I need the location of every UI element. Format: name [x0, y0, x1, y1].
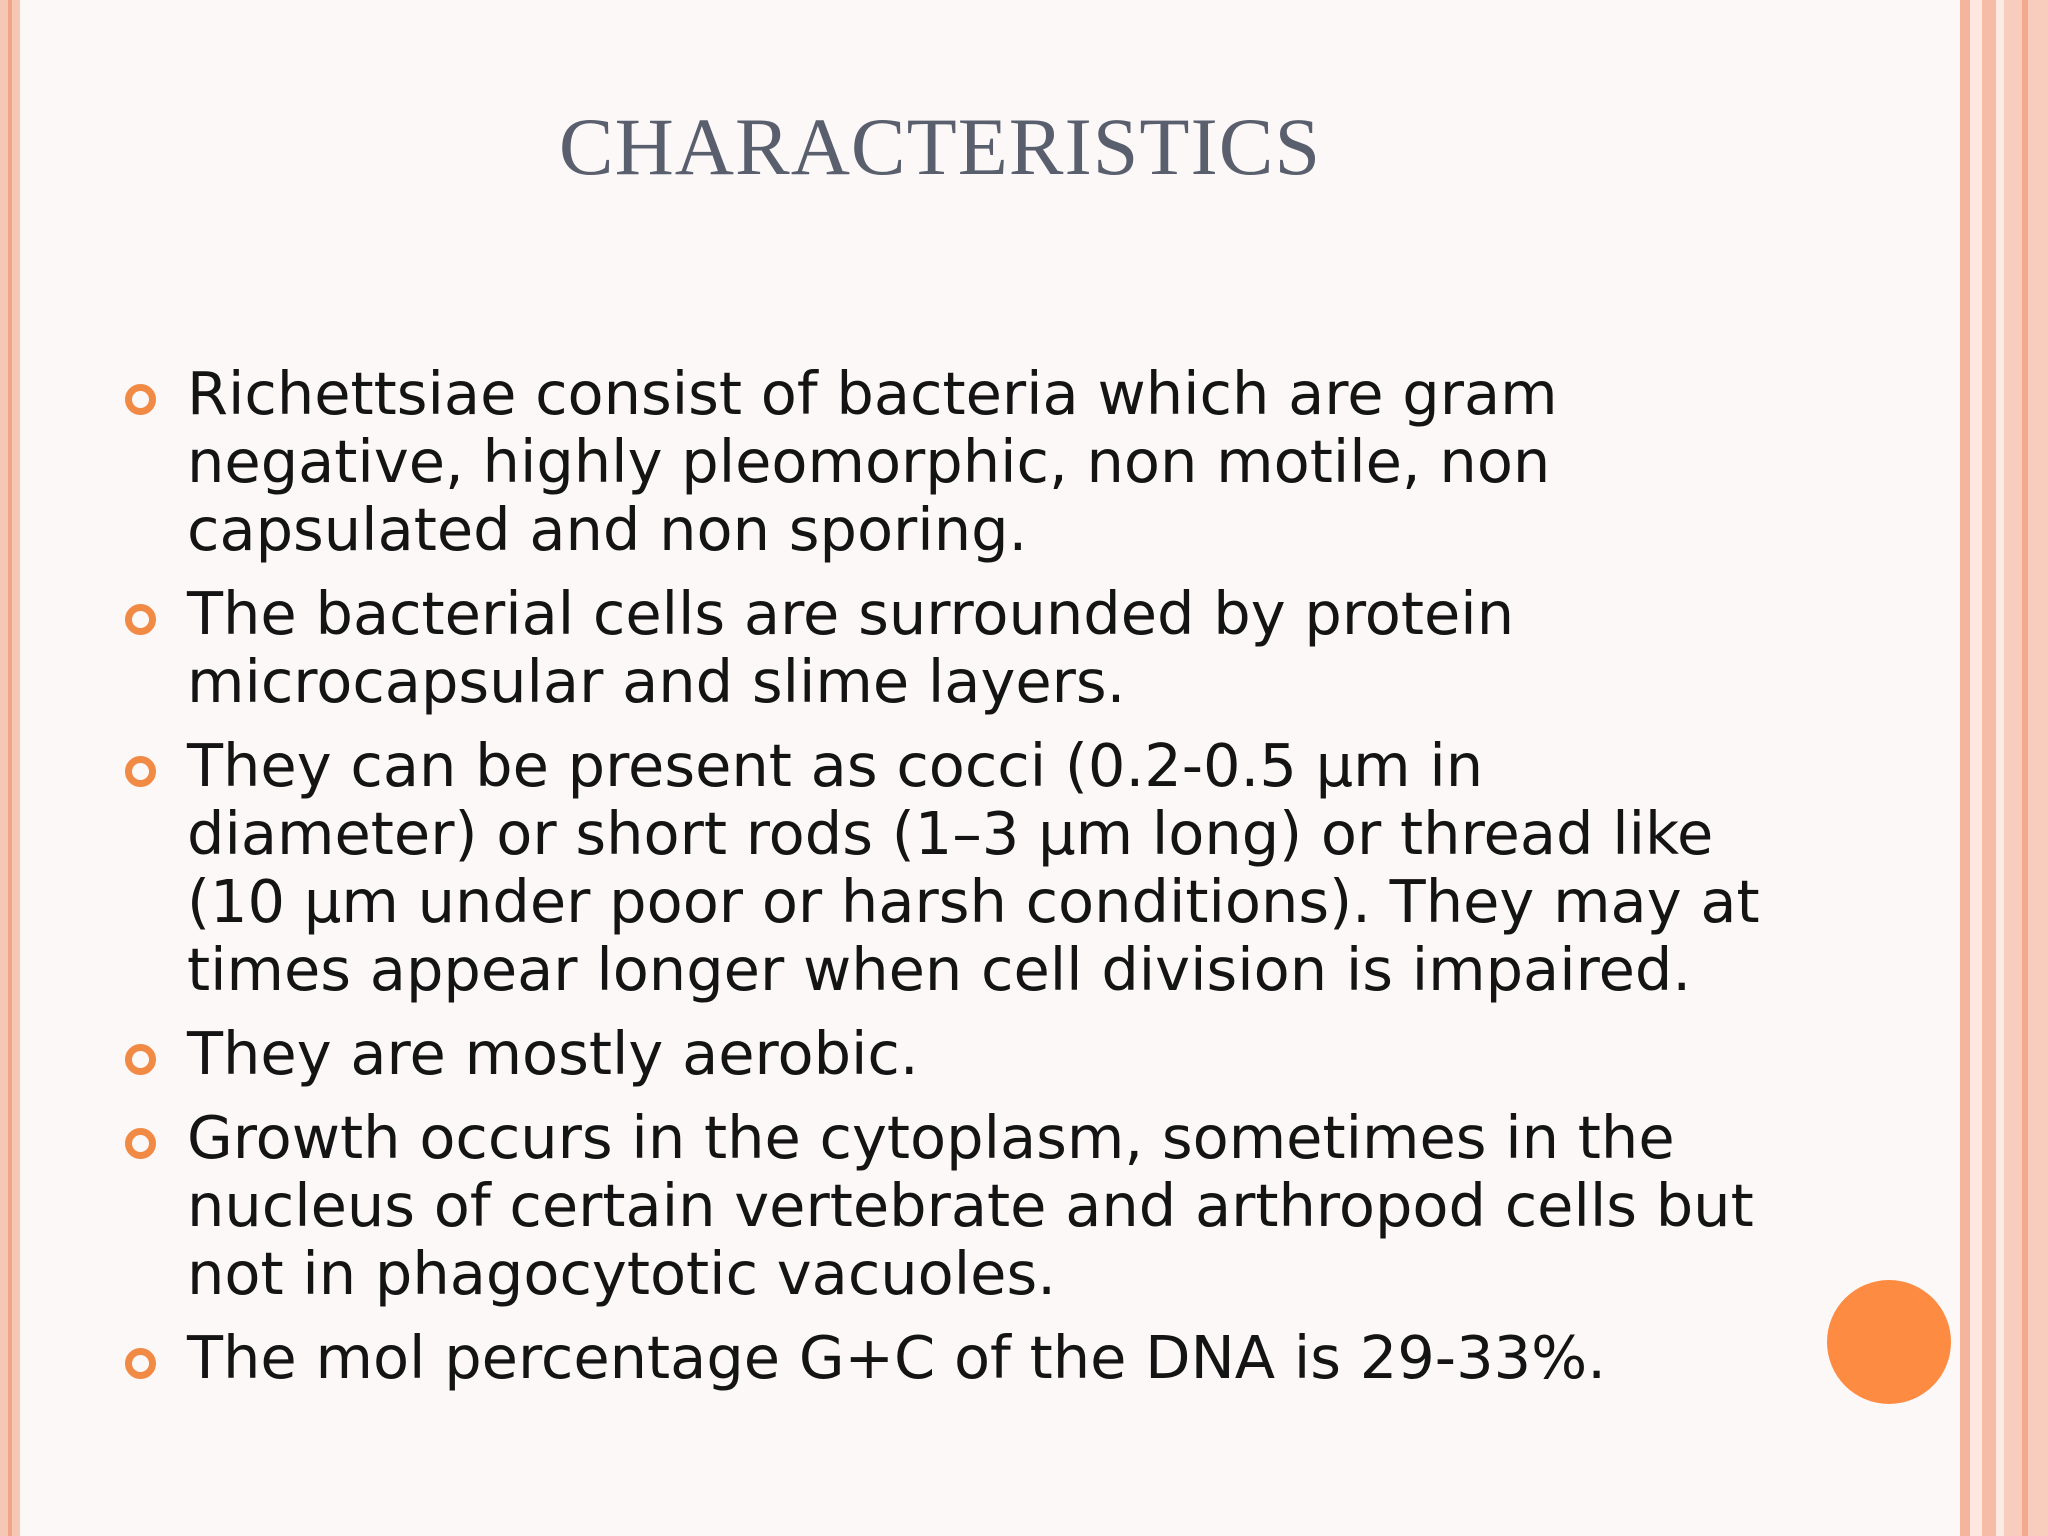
- bullet-item: [125, 1104, 1775, 1308]
- decorative-orange-circle: [1827, 1280, 1951, 1404]
- bullet-text: They can be present as cocci (0.2-0.5 μm in diameter) or short rods (1–3 μm long) or thread like (10 μm under poor or harsh conditions). They may at times appear longer when cell division is impaired.: [187, 731, 1760, 1004]
- right-border-stripe: [1996, 0, 2004, 1536]
- bullet-circle-icon: [125, 1348, 156, 1379]
- bullet-text: The mol percentage G+C of the DNA is 29-33%.: [187, 1323, 1606, 1392]
- bullet-circle-icon: [125, 1128, 156, 1159]
- slide-title: CHARACTERISTICS: [558, 101, 1322, 192]
- right-border-stripe: [1970, 0, 1982, 1536]
- bullet-text: They are mostly aerobic.: [187, 1019, 919, 1088]
- right-border-stripe: [2004, 0, 2048, 1536]
- bullet-text: Growth occurs in the cytoplasm, sometimes in the nucleus of certain vertebrate and arthropod cells but not in phagocytotic vacuoles.: [187, 1103, 1754, 1308]
- bullet-circle-icon: [125, 604, 156, 635]
- right-border-stripe: [1982, 0, 1996, 1536]
- bullet-item: [125, 360, 1775, 564]
- left-border: [0, 0, 20, 1536]
- bullet-circle-icon: [125, 1044, 156, 1075]
- bullet-item: [125, 1324, 1775, 1392]
- bullet-item: [125, 580, 1775, 716]
- bullet-circle-icon: [125, 756, 156, 787]
- bullet-text: The bacterial cells are surrounded by protein microcapsular and slime layers.: [187, 579, 1515, 716]
- bullet-item: [125, 732, 1775, 1004]
- bullet-text: Richettsiae consist of bacteria which are gram negative, highly pleomorphic, non motile, non capsulated and non sporing.: [187, 359, 1558, 564]
- bullet-circle-icon: [125, 384, 156, 415]
- bullet-item: [125, 1020, 1775, 1088]
- right-border-stripe: [1960, 0, 1970, 1536]
- bullet-list: [125, 360, 1775, 1408]
